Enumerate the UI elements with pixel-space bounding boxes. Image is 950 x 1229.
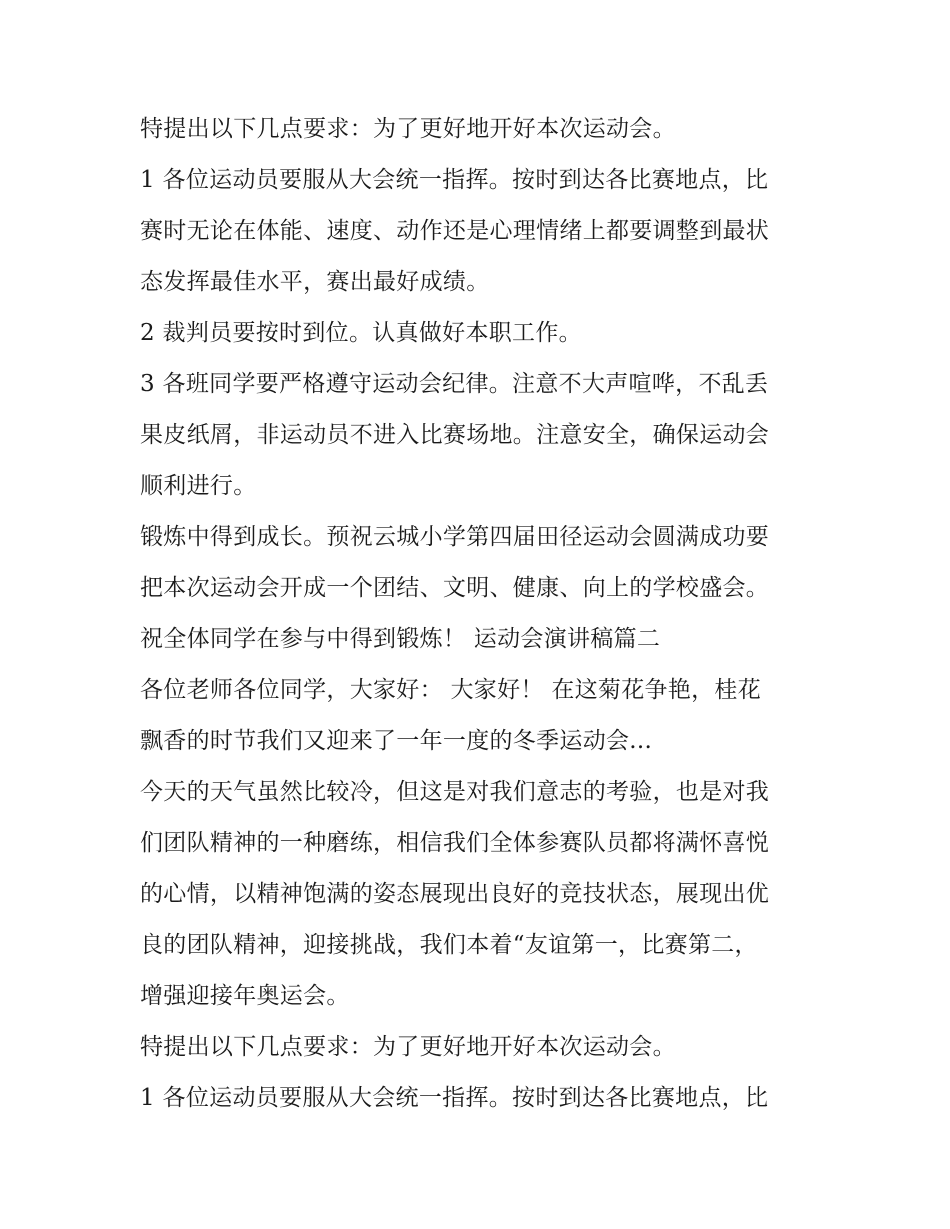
- text-line: 3 各班同学要严格遵守运动会纪律。注意不大声喧哗，不乱丢: [140, 371, 769, 397]
- text-line: 今天的天气虽然比较冷，但这是对我们意志的考验，也是对我: [140, 779, 770, 805]
- text-line: 增强迎接年奥运会。: [140, 983, 350, 1009]
- text-line: 的心情，以精神饱满的姿态展现出良好的竞技状态，展现出优: [140, 881, 770, 907]
- text-line: 特提出以下几点要求：为了更好地开好本次运动会。: [140, 116, 676, 142]
- text-line: 飘香的时节我们又迎来了一年一度的冬季运动会...: [140, 728, 653, 754]
- text-line: 1 各位运动员要服从大会统一指挥。按时到达各比赛地点，比: [140, 1085, 769, 1111]
- text-line: 良的团队精神，迎接挑战，我们本着“友谊第一，比赛第二，: [140, 932, 758, 958]
- text-line: 果皮纸屑，非运动员不进入比赛场地。注意安全，确保运动会: [140, 422, 770, 448]
- text-line: 1 各位运动员要服从大会统一指挥。按时到达各比赛地点，比: [140, 167, 769, 193]
- text-line: 赛时无论在体能、速度、动作还是心理情绪上都要调整到最状: [140, 218, 770, 244]
- text-line: 锻炼中得到成长。预祝云城小学第四届田径运动会圆满成功要: [140, 524, 770, 550]
- text-line: 特提出以下几点要求：为了更好地开好本次运动会。: [140, 1034, 676, 1060]
- text-line: 各位老师各位同学，大家好： 大家好！ 在这菊花争艳，桂花: [140, 677, 762, 703]
- text-line: 们团队精神的一种磨练，相信我们全体参赛队员都将满怀喜悦: [140, 830, 770, 856]
- text-line: 顺利进行。: [140, 473, 257, 499]
- document-body: [140, 104, 820, 1124]
- text-line: 把本次运动会开成一个团结、文明、健康、向上的学校盛会。: [140, 575, 770, 601]
- text-line: 态发挥最佳水平，赛出最好成绩。: [140, 269, 490, 295]
- text-line: 祝全体同学在参与中得到锻炼！ 运动会演讲稿篇二: [140, 626, 661, 652]
- text-line: 2 裁判员要按时到位。认真做好本职工作。: [140, 320, 582, 346]
